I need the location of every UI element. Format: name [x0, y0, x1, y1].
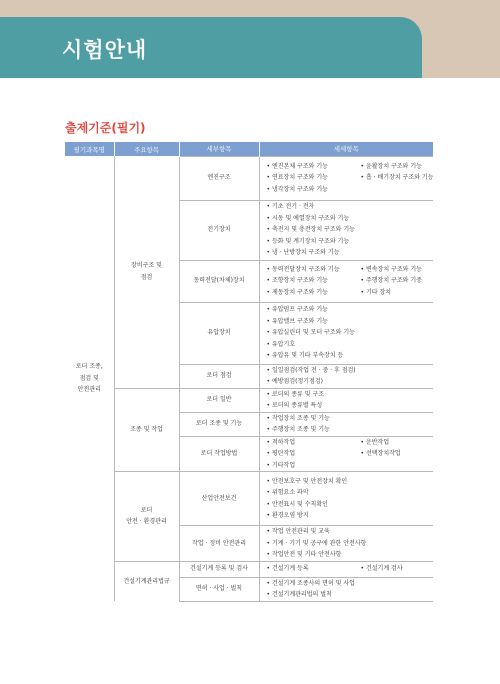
detail-cell — [259, 561, 433, 577]
main-item-cell — [114, 156, 179, 388]
detail-item: • 등화 및 계기장치 구조와 기능 — [267, 236, 434, 248]
sub-item-line: 면허 · 사업 · 벌칙 — [195, 585, 243, 593]
detail-item: • 일일점검(작업 전 · 중 · 후 점검) — [267, 365, 434, 377]
sub-item-cell — [179, 412, 259, 436]
sub-item-line: 로더 일반 — [206, 396, 232, 404]
main-item-cell — [114, 472, 179, 562]
detail-cell — [259, 364, 433, 388]
detail-item: • 흡 · 배기장치 구조와 기능 — [361, 172, 434, 184]
header-main-item: 주요항목 — [114, 142, 179, 156]
subject-line: 점검 및 — [79, 374, 99, 382]
sub-item-cell — [179, 436, 259, 472]
detail-cell — [259, 412, 433, 436]
detail-item: • 동력전달장치 구조와 기능 — [267, 264, 357, 276]
table-header-row — [65, 142, 433, 156]
page-title: 시험안내 — [62, 38, 148, 62]
detail-item: • 엔진본체 구조와 기능 — [267, 161, 357, 173]
subject-line: 안전관리 — [77, 386, 101, 394]
main-item-line: 장비구조 및 — [131, 262, 162, 270]
detail-cell — [259, 472, 433, 526]
main-item-line: 조종 및 작업 — [130, 426, 163, 433]
detail-item: • 환경오염 방지 — [267, 510, 434, 522]
detail-item: • 건설기계 조종사의 면허 및 사업 — [267, 578, 434, 590]
header-subject: 필기과목명 — [65, 142, 114, 156]
detail-list — [267, 264, 434, 299]
section-title: 출제기준(필기) — [65, 121, 146, 135]
detail-list — [267, 563, 434, 575]
detail-list — [267, 578, 434, 601]
detail-list — [267, 161, 434, 196]
table-row — [65, 388, 433, 412]
detail-item: • 유압실린더 및 모터 구조와 기능 — [267, 327, 434, 339]
detail-item: • 윤활장치 구조와 기능 — [361, 161, 434, 173]
detail-cell — [259, 156, 433, 200]
detail-item: • 유압기호 — [267, 339, 434, 351]
main-item-line: 로더 — [140, 506, 153, 514]
detail-item: • 제동장치 구조와 기능 — [267, 287, 357, 299]
sub-item-line: 산업안전보건 — [201, 494, 237, 502]
sub-item-cell — [179, 472, 259, 526]
detail-item: • 냉각장치 구조와 기능 — [267, 184, 357, 196]
main-item-line: 점검 — [140, 273, 153, 281]
detail-list — [267, 476, 434, 522]
sub-item-line: 동력전달(차체)장치 — [193, 277, 245, 285]
sub-item-line: 유압장치 — [207, 329, 231, 337]
detail-list — [267, 389, 434, 412]
detail-item: • 연료장치 구조와 기능 — [267, 172, 357, 184]
sub-item-cell — [179, 526, 259, 562]
sub-item-cell — [179, 260, 259, 302]
detail-item: • 기초 전기 · 전자 — [267, 201, 434, 213]
sub-item-line: 로더 조종 및 기능 — [195, 420, 243, 428]
detail-item: • 작업 안전관리 및 교육 — [267, 526, 434, 538]
detail-item: • 작업장치 조종 및 기능 — [267, 413, 434, 425]
detail-list — [267, 526, 434, 561]
detail-item: • 주행장치 구조와 기중 — [361, 275, 434, 287]
detail-item: • 기타작업 — [267, 460, 357, 472]
detail-item: • 축전지 및 충전장치 구조와 기능 — [267, 224, 434, 236]
sub-item-cell — [179, 577, 259, 601]
main-item-cell — [114, 388, 179, 472]
table-body — [65, 156, 433, 601]
sub-item-cell — [179, 302, 259, 364]
sub-item-cell — [179, 388, 259, 412]
sub-item-line: 작업 · 정비 안전관리 — [192, 539, 246, 547]
sub-item-line: 로더 작업방법 — [200, 450, 238, 457]
header-sub-item: 세부항목 — [179, 142, 259, 156]
detail-item: • 안전보호구 및 안전장치 확인 — [267, 476, 434, 488]
sub-item-cell — [179, 200, 259, 260]
detail-item: • 유압밸브 구조와 기능 — [267, 316, 434, 328]
sub-item-line: 전기장치 — [207, 226, 231, 234]
detail-item: • 예방점검(정기점검) — [267, 376, 434, 388]
detail-item: • 냉 · 난방장치 구조와 기능 — [267, 247, 434, 259]
main-item-line: 건설기계관리법규 — [123, 577, 170, 585]
sub-item-cell — [179, 156, 259, 200]
detail-cell — [259, 388, 433, 412]
detail-item: • 유압유 및 기타 부속장치 등 — [267, 350, 434, 362]
main-item-line: 안전 · 환경관리 — [126, 518, 167, 526]
subject-line: 로더 조종, — [75, 363, 103, 371]
detail-item: • 조향장치 구조와 기능 — [267, 275, 357, 287]
detail-cell — [259, 302, 433, 364]
detail-cell — [259, 577, 433, 601]
detail-cell — [259, 260, 433, 302]
detail-item: • 기계 · 기기 및 공구에 관한 안전사항 — [267, 538, 434, 550]
detail-item: • 건설기계관리법의 벌칙 — [267, 589, 434, 601]
table-row — [65, 561, 433, 577]
main-item-cell — [114, 561, 179, 601]
detail-item: • 주행장치 조종 및 기능 — [267, 424, 434, 436]
detail-cell — [259, 200, 433, 260]
detail-cell — [259, 526, 433, 562]
detail-item: • 시동 및 예열장치 구조와 기능 — [267, 213, 434, 225]
detail-item: • 선택장치작업 — [361, 448, 434, 460]
detail-item: • 변속장치 구조와 기능 — [361, 264, 434, 276]
detail-item: • 적하작업 — [267, 437, 357, 449]
detail-list — [267, 413, 434, 436]
detail-item: • 건설기계 등록 — [267, 563, 357, 575]
detail-list — [267, 437, 434, 472]
detail-item: • 로더의 종류 및 구조 — [267, 389, 434, 401]
detail-item: • 운반작업 — [361, 437, 434, 449]
exam-criteria-table — [65, 142, 433, 602]
sub-item-cell — [179, 561, 259, 577]
sub-item-line: 로더 점검 — [206, 372, 232, 380]
detail-list — [267, 201, 434, 259]
sub-item-line: 엔진구조 — [207, 174, 231, 182]
detail-cell — [259, 436, 433, 472]
subject-cell — [65, 156, 114, 601]
detail-item: • 건설기계 검사 — [361, 563, 434, 575]
detail-list — [267, 304, 434, 362]
detail-item: • 로더의 종류별 특성 — [267, 400, 434, 412]
table-row — [65, 156, 433, 200]
detail-item: • 작업안전 및 기타 안전사항 — [267, 549, 434, 561]
sub-item-line: 건설기계 등록 및 검사 — [190, 565, 248, 573]
detail-item: • 안전표시 및 수칙확인 — [267, 499, 434, 511]
detail-item: • 평탄작업 — [267, 448, 357, 460]
table-row — [65, 472, 433, 526]
header-detail-item: 세세항목 — [259, 142, 433, 156]
detail-item: • 위험요소 파악 — [267, 487, 434, 499]
sub-item-cell — [179, 364, 259, 388]
detail-item: • 기타 장치 — [361, 287, 434, 299]
detail-list — [267, 365, 434, 388]
detail-item: • 유압펌프 구조와 기능 — [267, 304, 434, 316]
